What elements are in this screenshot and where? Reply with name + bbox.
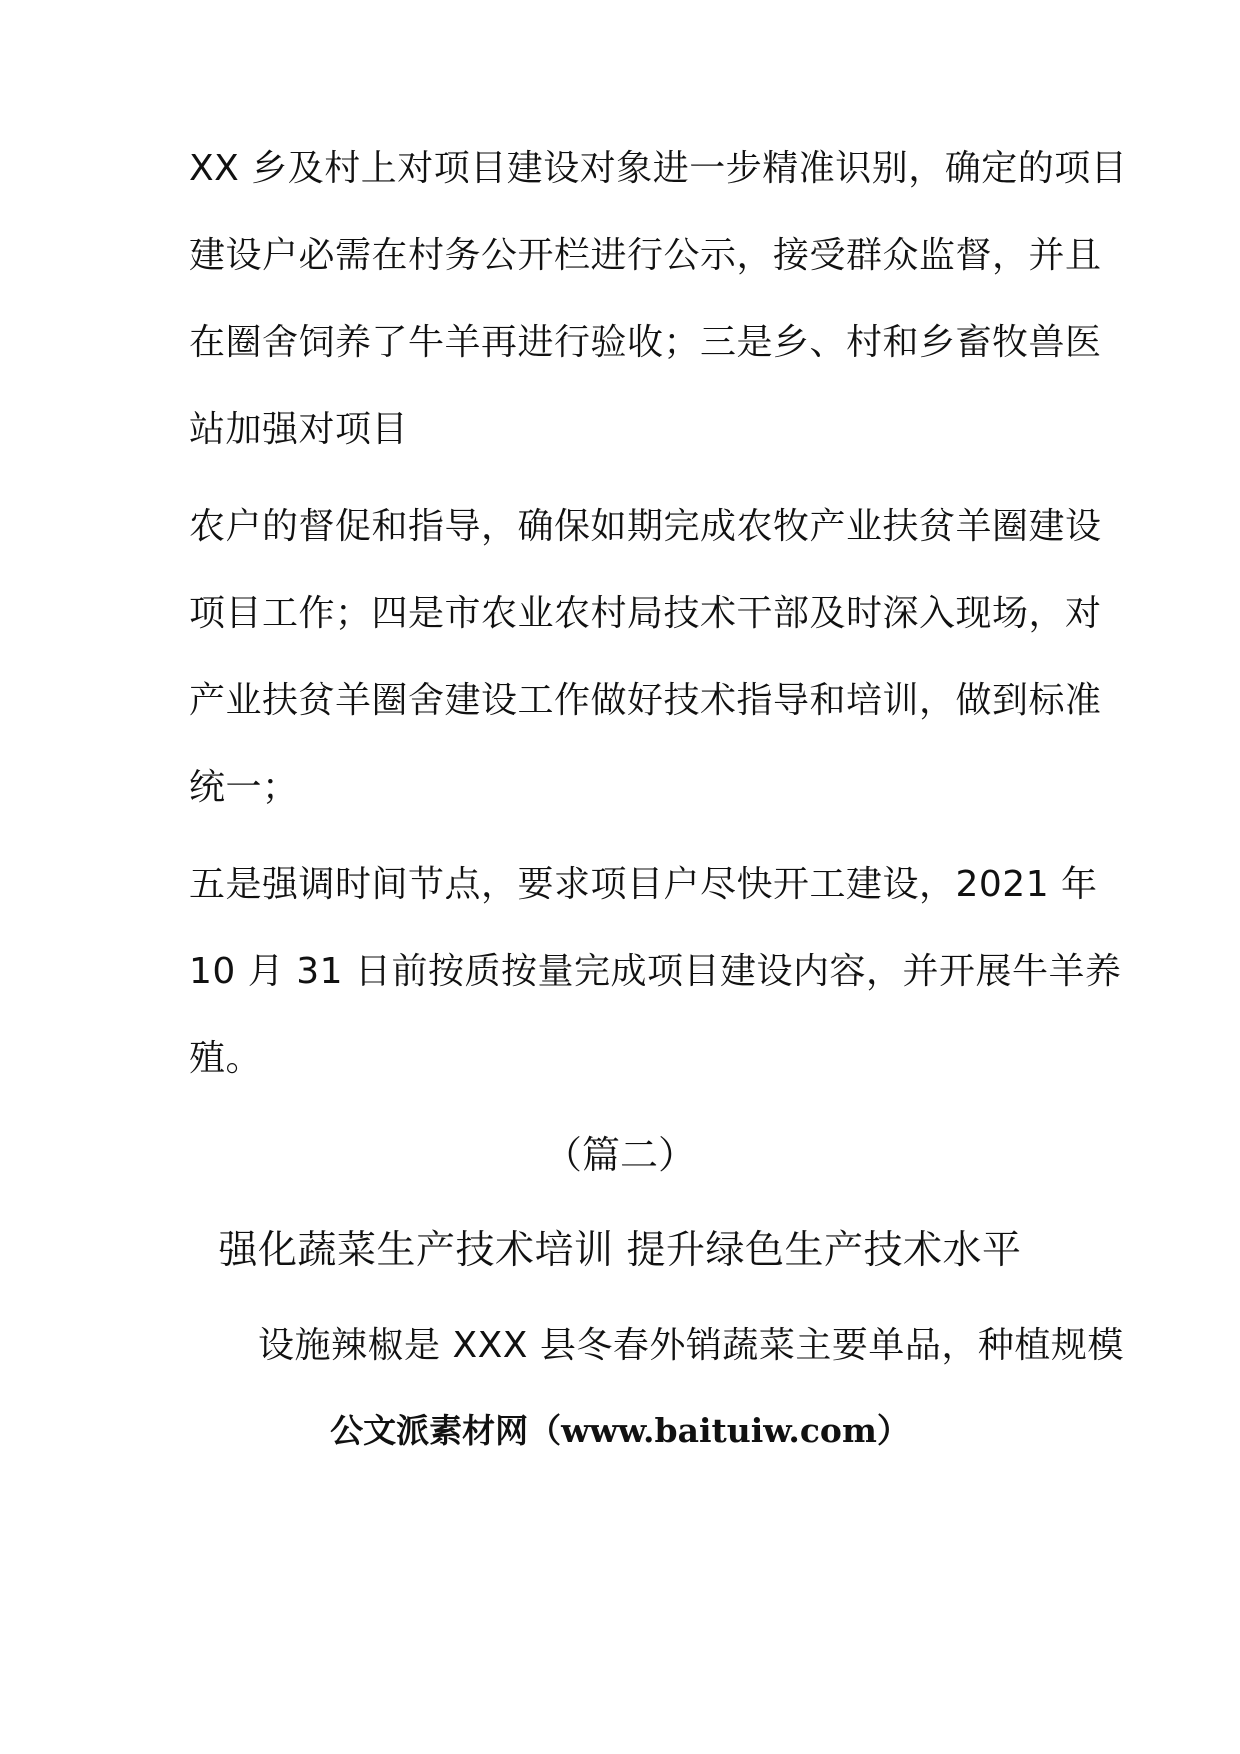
body-text-line: 建设户必需在村务公开栏进行公示，接受群众监督，并且	[189, 235, 1102, 276]
body-text-line: 项目工作；四是市农业农村局技术干部及时深入现场，对	[189, 593, 1102, 634]
body-text-line: 农户的督促和指导，确保如期完成农牧产业扶贫羊圈建设	[189, 506, 1102, 547]
footer-watermark: 公文派素材网（www.baituiw.com）	[330, 1411, 910, 1450]
body-text-line: 10 月 31 日前按质按量完成项目建设内容，并开展牛羊养	[189, 951, 1122, 992]
body-text-line: XX 乡及村上对项目建设对象进一步精准识别，确定的项目	[189, 148, 1128, 189]
body-text-line: 统一；	[189, 767, 299, 808]
body-text-line: 产业扶贫羊圈舍建设工作做好技术指导和培训，做到标准	[189, 680, 1102, 721]
body-text-line: 五是强调时间节点，要求项目户尽快开工建设，2021 年	[189, 864, 1098, 905]
section-title: 强化蔬菜生产技术培训 提升绿色生产技术水平	[218, 1228, 1022, 1273]
body-text-line: 在圈舍饲养了牛羊再进行验收；三是乡、村和乡畜牧兽医	[189, 322, 1102, 363]
body-text-line: 设施辣椒是 XXX 县冬春外销蔬菜主要单品，种植规模	[258, 1325, 1124, 1366]
body-text-line: 殖。	[189, 1038, 263, 1079]
body-text-line: 站加强对项目	[189, 409, 409, 450]
section-label: （篇二）	[543, 1133, 696, 1177]
